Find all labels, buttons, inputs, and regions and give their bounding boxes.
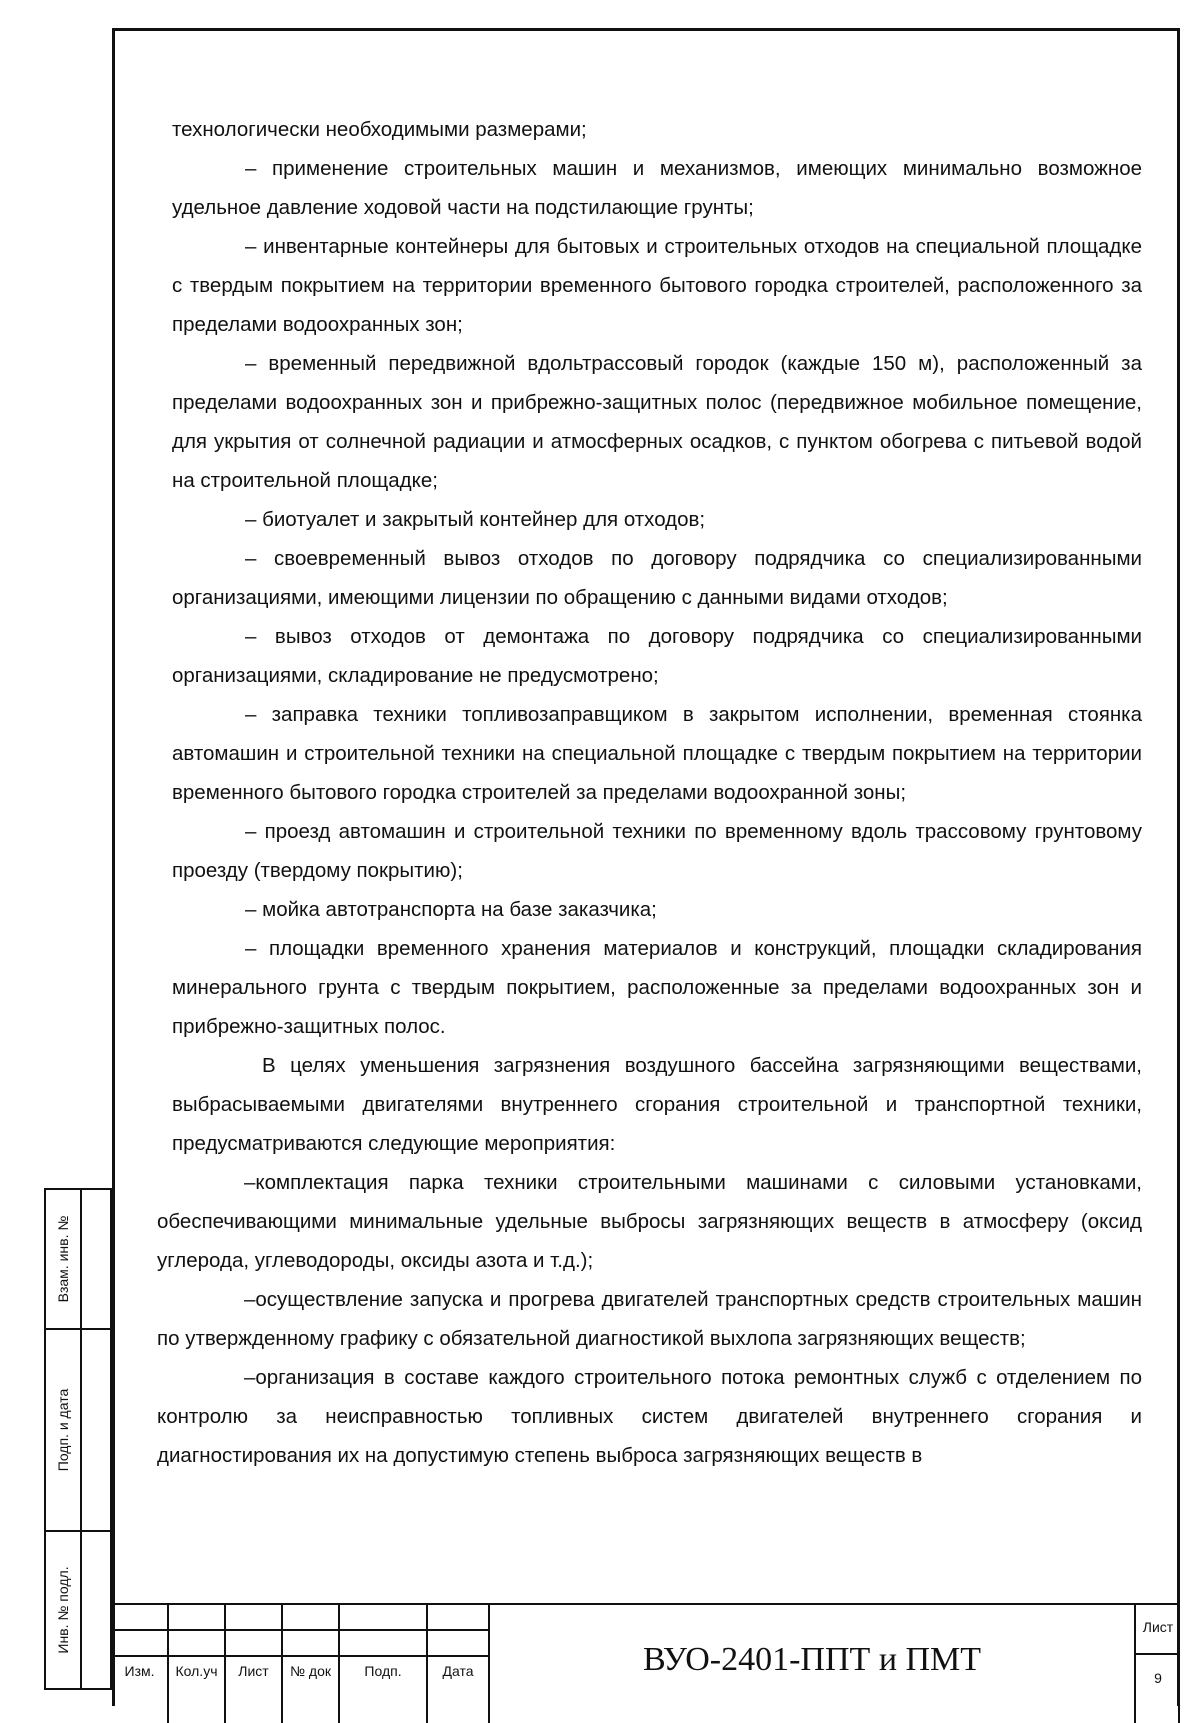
paragraph: – биотуалет и закрытый контейнер для отходов; [245, 508, 706, 531]
side-stamp-label: Инв. № подл. [55, 1566, 71, 1654]
paragraph: – инвентарные контейнеры для бытовых и строительных отходов на специальной площадке с твердым покрытием на территории временного бытового городка строителей, расположенного за пределами водоохранных зон; [172, 235, 1142, 336]
document-body [157, 110, 1142, 1475]
side-stamp-inv [44, 1530, 112, 1690]
side-stamp-label: Подп. и дата [55, 1388, 71, 1472]
document-code: ВУО-2401-ППТ и ПМТ [642, 1641, 982, 1678]
paragraph: – временный передвижной вдольтрассовый городок (каждые 150 м), расположенный за пределами водоохранных зон и прибрежно-защитных полос (передвижное мобильное помещение, для укрытия от солнечной радиации и атмосферных осадков, с пунктом обогрева с питьевой водой на строительной площадке; [172, 352, 1142, 492]
paragraph: – своевременный вывоз отходов по договору подрядчика со специализированными организациями, имеющими лицензии по обращению с данными видами отходов; [172, 547, 1142, 609]
paragraph: – мойка автотранспорта на базе заказчика; [245, 898, 657, 921]
paragraph: –организация в составе каждого строительного потока ремонтных служб с отделением по контролю за неисправностью топливных систем двигателей внутреннего сгорания и диагностирования их на допустимую степень выброса загрязняющих веществ в [157, 1366, 1142, 1467]
paragraph: – площадки временного хранения материалов и конструкций, площадки складирования минерального грунта с твердым покрытием, расположенные за пределами водоохранных зон и прибрежно-защитных полос. [172, 937, 1142, 1038]
stamp-header: Изм. [124, 1663, 155, 1679]
side-stamp-podp [44, 1328, 112, 1532]
title-block [112, 1603, 1180, 1723]
paragraph: технологически необходимыми размерами; [172, 118, 587, 141]
sheet-number: 9 [1154, 1670, 1162, 1686]
paragraph: – проезд автомашин и строительной техники по временному вдоль трассовому грунтовому проезду (твердому покрытию); [172, 820, 1142, 882]
sheet-label: Лист [1142, 1619, 1174, 1635]
stamp-header: Дата [442, 1663, 474, 1679]
stamp-header: № док [290, 1663, 331, 1679]
paragraph: В целях уменьшения загрязнения воздушного бассейна загрязняющими веществами, выбрасываемыми двигателями внутреннего сгорания строительной и транспортной техники, предусматриваются следующие мероприятия: [172, 1054, 1142, 1155]
side-stamp-label: Взам. инв. № [55, 1215, 71, 1303]
paragraph: –осуществление запуска и прогрева двигателей транспортных средств строительных машин по утвержденному графику с обязательной диагностикой выхлопа загрязняющих веществ; [157, 1288, 1142, 1350]
side-stamp-vzam [44, 1188, 112, 1330]
stamp-header: Подп. [364, 1663, 402, 1679]
stamp-header: Кол.уч [175, 1663, 218, 1679]
paragraph: – вывоз отходов от демонтажа по договору подрядчика со специализированными организациями, складирование не предусмотрено; [172, 625, 1142, 687]
paragraph: –комплектация парка техники строительными машинами с силовыми установками, обеспечивающими минимальные удельные выбросы загрязняющих веществ в атмосферу (оксид углерода, углеводороды, оксиды азота и т.д.); [157, 1171, 1142, 1272]
paragraph: – применение строительных машин и механизмов, имеющих минимально возможное удельное давление ходовой части на подстилающие грунты; [172, 157, 1142, 219]
wide-block [157, 1163, 1142, 1475]
stamp-header: Лист [238, 1663, 269, 1679]
paragraph: – заправка техники топливозаправщиком в закрытом исполнении, временная стоянка автомашин и строительной техники на специальной площадке с твердым покрытием на территории временного бытового городка строителей за пределами водоохранной зоны; [172, 703, 1142, 804]
